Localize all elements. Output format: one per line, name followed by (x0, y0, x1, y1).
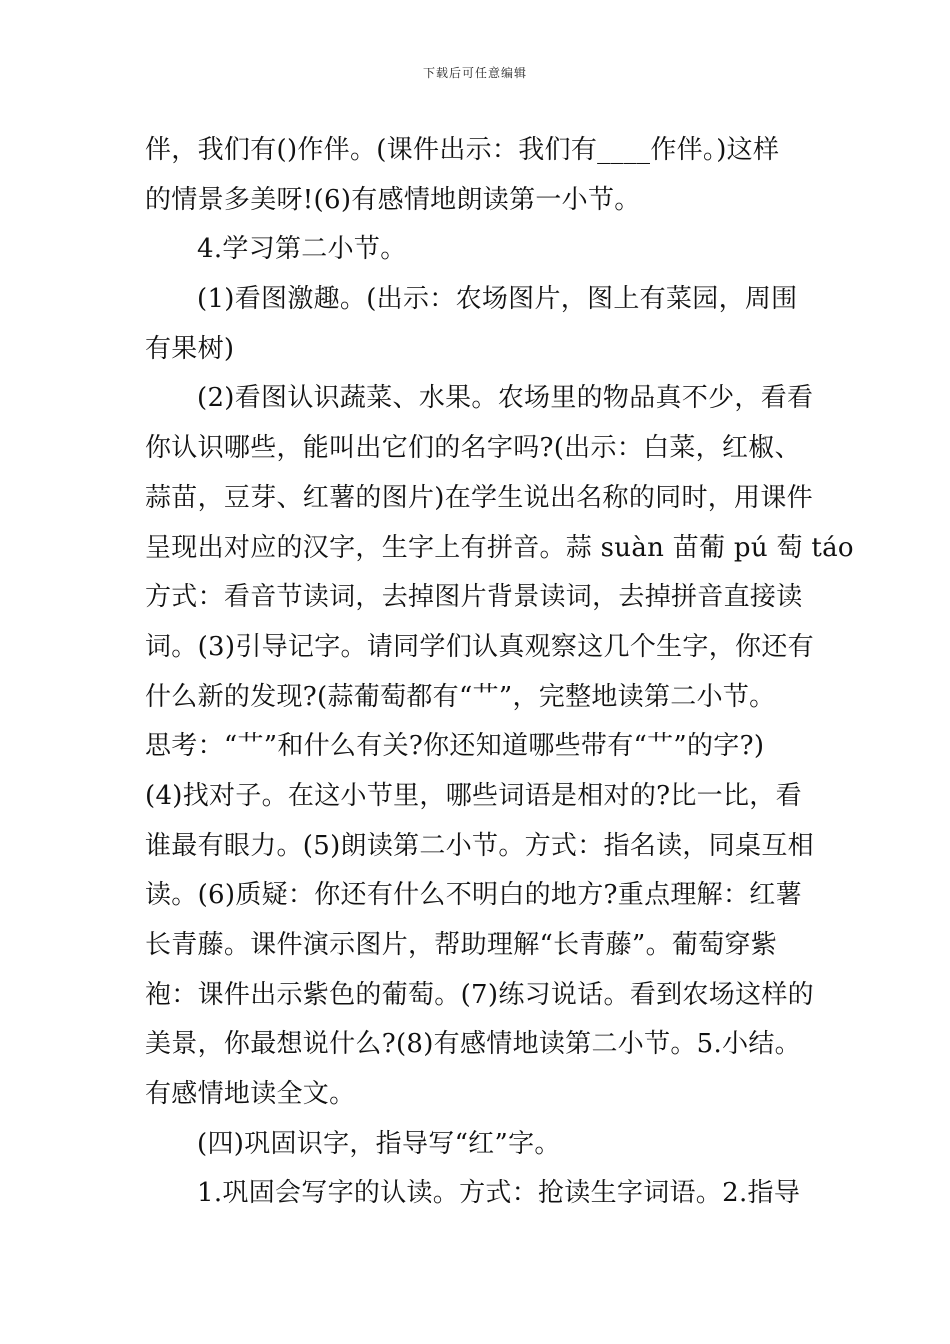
text-line: (2)看图认识蔬菜、水果。农场里的物品真不少，看看 (197, 383, 814, 414)
text-line: 读。(6)质疑：你还有什么不明白的地方?重点理解：红薯 (145, 880, 802, 911)
text-line: 有感情地读全文。 (145, 1079, 356, 1110)
text-line: 方式：看音节读词，去掉图片背景读词，去掉拼音直接读 (145, 582, 803, 613)
text-line: 思考：“艹”和什么有关?你还知道哪些带有“艹”的字?) (145, 731, 765, 762)
text-line: 谁最有眼力。(5)朗读第二小节。方式：指名读，同桌互相 (145, 830, 814, 861)
text-line: 美景，你最想说什么?(8)有感情地读第二小节。5.小结。 (145, 1029, 801, 1060)
text-line: 词。(3)引导记字。请同学们认真观察这几个生字，你还有 (145, 631, 814, 662)
text-line: 你认识哪些，能叫出它们的名字吗?(出示：白菜，红椒、 (145, 433, 801, 464)
text-line: 什么新的发现?(蒜葡萄都有“艹”，完整地读第二小节。 (145, 681, 776, 712)
text-line: 袍：课件出示紫色的葡萄。(7)练习说话。看到农场这样的 (145, 979, 814, 1010)
text-line: 有果树) (145, 333, 235, 364)
text-line: 的情景多美呀!(6)有感情地朗读第一小节。 (145, 184, 641, 215)
text-line: 伴，我们有()作伴。(课件出示：我们有____作伴。)这样 (145, 135, 780, 165)
page-header: 下载后可任意编辑 (422, 66, 527, 80)
body-text (145, 126, 854, 1219)
text-line: 呈现出对应的汉字，生字上有拼音。蒜 suàn 苗葡 pú 萄 táo (145, 532, 854, 563)
text-line: 1.巩固会写字的认读。方式：抢读生字词语。2.指导 (197, 1178, 801, 1209)
text-line: 长青藤。课件演示图片，帮助理解“长青藤”。葡萄穿紫 (145, 930, 778, 960)
section-heading: (四)巩固识字，指导写“红”字。 (197, 1128, 561, 1159)
text-line: 蒜苗，豆芽、红薯的图片)在学生说出名称的同时，用课件 (145, 482, 813, 513)
text-line: (4)找对子。在这小节里，哪些词语是相对的?比一比，看 (145, 780, 802, 811)
section-heading: 4.学习第二小节。 (197, 234, 407, 265)
text-line: (1)看图激趣。(出示：农场图片，图上有菜园，周围 (197, 284, 798, 315)
